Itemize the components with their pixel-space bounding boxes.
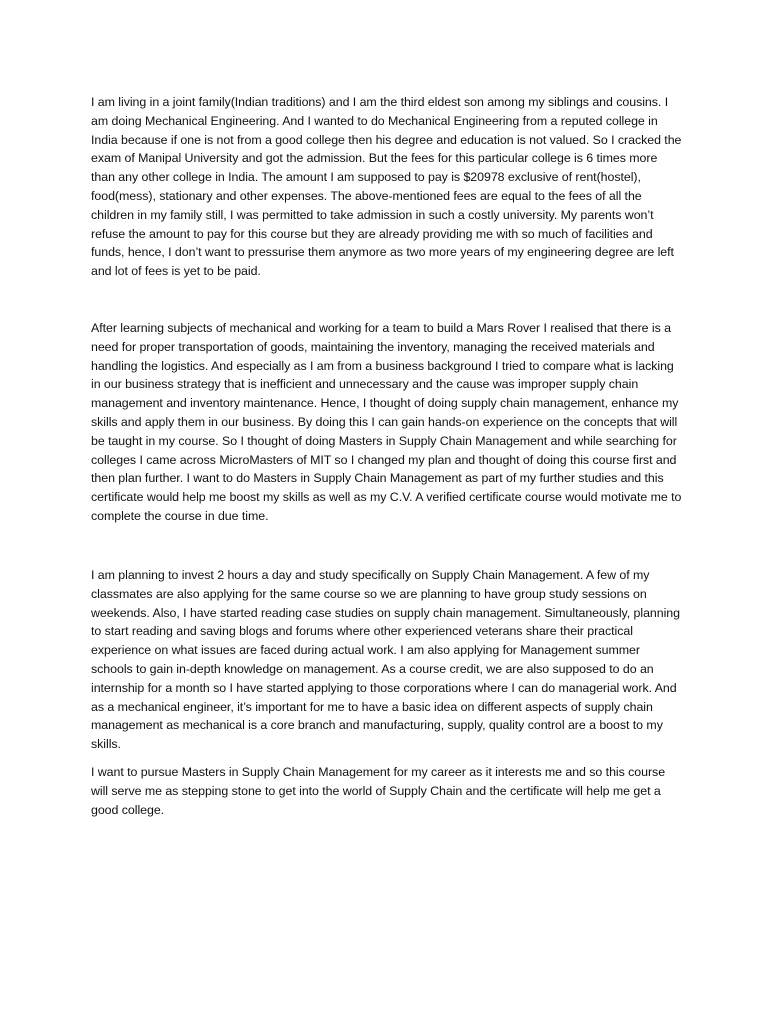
paragraph-text: I want to pursue Masters in Supply Chain Management for my career as it interests me and so this course will serve me as stepping stone to get into the world of Supply Chain and the certificate will help me get a good college. (91, 765, 666, 817)
paragraph-family-background (91, 93, 683, 281)
paragraph-career-goal (91, 763, 683, 819)
paragraph-text: I am planning to invest 2 hours a day and study specifically on Supply Chain Management. A few of my classmates are also applying for the same course so we are planning to have group study sessions on weekends. Also, I have started reading case studies on supply chain management. Simultaneously, planning to start reading and saving blogs and forums where other experienced veterans share their practical experience on what issues are faced during actual work. I am also applying for Management summer schools to gain in-depth knowledge on management. As a course credit, we are also supposed to do an internship for a month so I have started applying to those corporations where I can do managerial work. And as a mechanical engineer, it’s important for me to have a basic idea on different aspects of supply chain management as mechanical is a core branch and manufacturing, supply, quality control are a boost to my skills. (91, 568, 680, 752)
paragraph-study-plan (91, 566, 683, 754)
paragraph-text: I am living in a joint family(Indian traditions) and I am the third eldest son among my siblings and cousins. I am doing Mechanical Engineering. And I wanted to do Mechanical Engineering from a reputed college in India because if one is not from a good college then his degree and education is not valued. So I cracked the exam of Manipal University and got the admission. But the fees for this particular college is 6 times more than any other college in India. The amount I am supposed to pay is $20978 exclusive of rent(hostel), food(mess), stationary and other expenses. The above-mentioned fees are equal to the fees of all the children in my family still, I was permitted to take admission in such a costly university. My parents won’t refuse the amount to pay for this course but they are already providing me with so much of facilities and funds, hence, I don’t want to pressurise them anymore as two more years of my engineering degree are left and lot of fees is yet to be paid. (91, 95, 682, 279)
paragraph-motivation (91, 319, 683, 526)
paragraph-text: After learning subjects of mechanical and working for a team to build a Mars Rover I realised that there is a need for proper transportation of goods, maintaining the inventory, managing the received materials and handling the logistics. And especially as I am from a business background I tried to compare what is lacking in our business strategy that is inefficient and unnecessary and the cause was improper supply chain management and inventory maintenance. Hence, I thought of doing supply chain management, enhance my skills and apply them in our business. By doing this I can gain hands-on experience on the concepts that will be taught in my course. So I thought of doing Masters in Supply Chain Management and while searching for colleges I came across MicroMasters of MIT so I changed my plan and thought of doing this course first and then plan further. I want to do Masters in Supply Chain Management as part of my further studies and this certificate would help me boost my skills as well as my C.V. A verified certificate course would motivate me to complete the course in due time. (91, 321, 682, 523)
